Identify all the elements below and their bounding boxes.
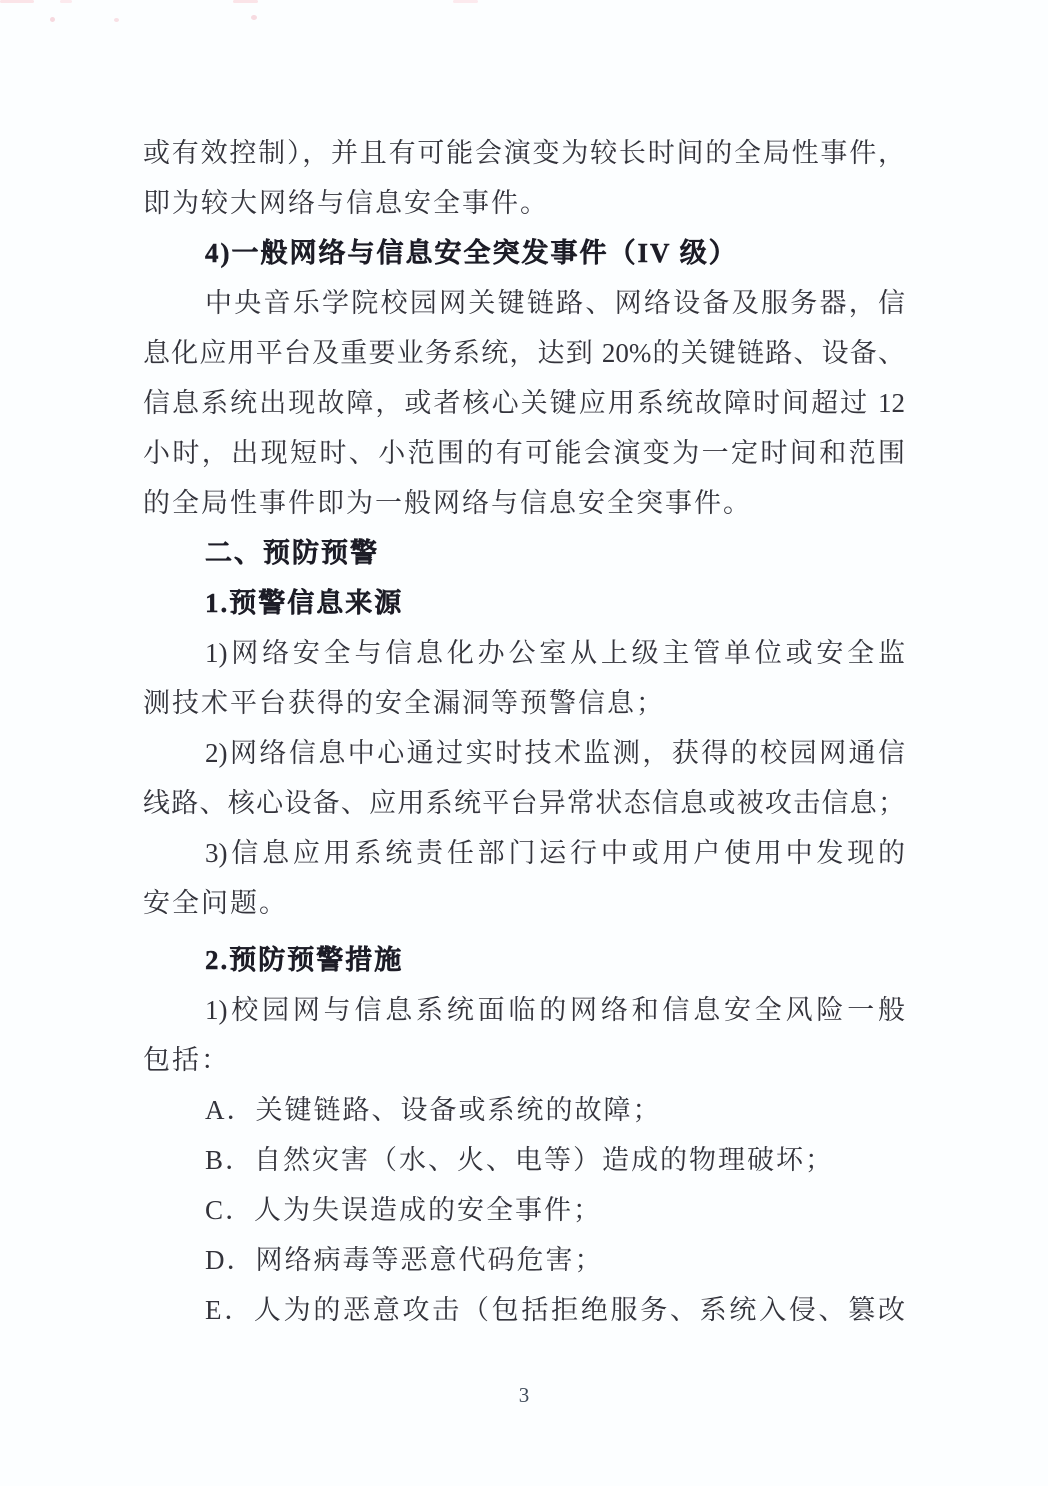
- text-line: 测技术平台获得的安全漏洞等预警信息；: [143, 688, 665, 718]
- text-line: 信息系统出现故障，或者核心关键应用系统故障时间超过 12: [143, 388, 905, 418]
- text-line: 息化应用平台及重要业务系统，达到 20%的关键链路、设备、: [143, 338, 905, 368]
- text-line: 的全局性事件即为一般网络与信息安全突事件。: [143, 488, 752, 518]
- scan-edge-artifact: [453, 0, 478, 3]
- scan-edge-artifact: [233, 0, 258, 3]
- text-line: C．人为失误造成的安全事件；: [205, 1195, 603, 1225]
- heading-line: 二、预防预警: [205, 538, 379, 568]
- text-line: 中央音乐学院校园网关键链路、网络设备及服务器，信: [205, 288, 905, 318]
- text-line: B．自然灾害（水、火、电等）造成的物理破坏；: [205, 1145, 835, 1175]
- scan-speck-artifact: [50, 17, 55, 22]
- document-body: [143, 128, 905, 1335]
- heading-line: 4)一般网络与信息安全突发事件（IV 级）: [205, 238, 738, 268]
- scan-speck-artifact: [114, 18, 119, 22]
- text-line: 1)校园网与信息系统面临的网络和信息安全风险一般: [205, 995, 905, 1025]
- text-line: 1)网络安全与信息化办公室从上级主管单位或安全监: [205, 638, 905, 668]
- text-line: 或有效控制），并且有可能会演变为较长时间的全局性事件，: [143, 138, 905, 168]
- scan-speck-artifact: [251, 15, 257, 20]
- scan-edge-artifact: [0, 0, 34, 3]
- text-line: 3)信息应用系统责任部门运行中或用户使用中发现的: [205, 838, 905, 868]
- heading-line: 1.预警信息来源: [205, 588, 404, 618]
- text-line: 2)网络信息中心通过实时技术监测，获得的校园网通信: [205, 738, 905, 768]
- text-line: E．人为的恶意攻击（包括拒绝服务、系统入侵、篡改: [205, 1295, 905, 1325]
- text-line: 线路、核心设备、应用系统平台异常状态信息或被攻击信息；: [143, 788, 905, 818]
- text-line: A．关键链路、设备或系统的故障；: [205, 1095, 662, 1125]
- text-line: 小时，出现短时、小范围的有可能会演变为一定时间和范围: [143, 438, 905, 468]
- text-line: 即为较大网络与信息安全事件。: [143, 188, 549, 218]
- scan-edge-artifact: [60, 0, 72, 3]
- text-line: 包括：: [143, 1045, 230, 1075]
- text-line: D．网络病毒等恶意代码危害；: [205, 1245, 604, 1275]
- text-line: 安全问题。: [143, 888, 288, 918]
- heading-line: 2.预防预警措施: [205, 945, 404, 975]
- page-number: 3: [518, 1383, 530, 1407]
